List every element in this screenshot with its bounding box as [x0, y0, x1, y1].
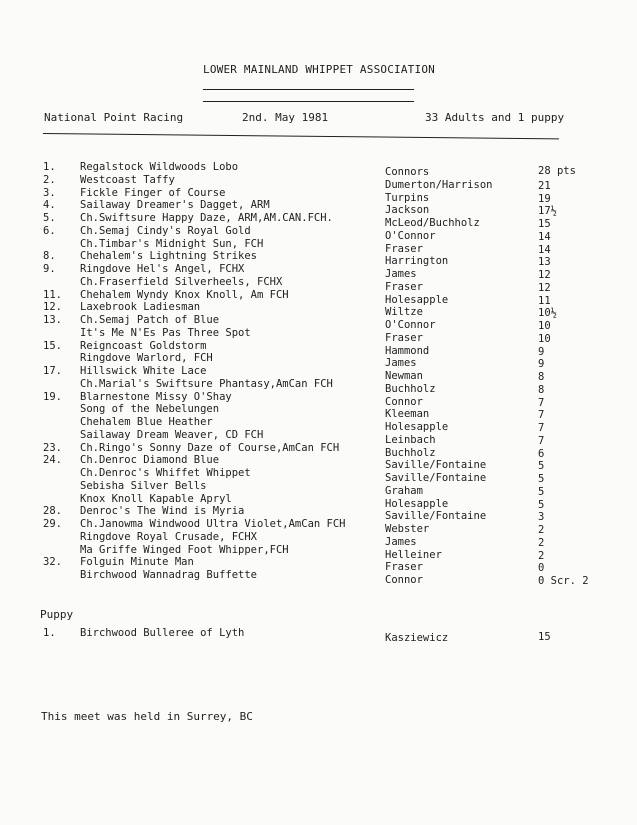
dog-name: Ch.Ringo's Sonny Daze of Course,AmCan FCH [80, 441, 340, 454]
owner-name: Jackson [385, 204, 430, 217]
points-value: 19 [538, 192, 551, 205]
placing: 8. [43, 250, 56, 263]
points-value: 15 [538, 631, 551, 643]
owner-name: Fraser [385, 331, 423, 344]
points-value: 2 [538, 536, 545, 549]
points-value: 3 [538, 511, 545, 524]
dog-name: Ch.Janowma Windwood Ultra Violet,AmCan FCH [80, 518, 346, 530]
owner-name: Hammond [385, 344, 430, 357]
owner-name: O'Connor [385, 319, 436, 331]
points-value: 9 [538, 358, 545, 371]
points-value: 8 [538, 383, 545, 396]
dog-name: Birchwood Wannadrag Buffette [80, 569, 258, 581]
owner-name: Fraser [385, 242, 423, 255]
dog-name: Song of the Nebelungen [80, 403, 220, 416]
owner-name: James [385, 268, 417, 280]
placing: 17. [43, 365, 62, 377]
placing: 24. [43, 454, 62, 467]
placing: 23. [43, 441, 62, 454]
dog-name: Ringdove Hel's Angel, FCHX [80, 263, 245, 275]
owner-name: Kleeman [385, 408, 430, 421]
points-value: 10 [538, 320, 551, 332]
entry-count: 33 Adults and 1 puppy [425, 111, 565, 124]
owner-name: Webster [385, 523, 430, 535]
dog-name: Ch.Denroc Diamond Blue [80, 454, 220, 467]
owner-name: Wiltze [385, 306, 423, 319]
dog-name: Ch.Marial's Swiftsure Phantasy,AmCan FCH [80, 377, 333, 390]
placing: 13. [43, 314, 62, 326]
owner-name: Connor [385, 574, 423, 586]
points-value: 14 [538, 243, 551, 256]
placing: 15. [43, 339, 62, 352]
points-value: 6 [538, 447, 545, 460]
dog-name: Ch.Denroc's Whiffet Whippet [80, 467, 251, 479]
owner-name: James [385, 535, 417, 548]
dog-name: Regalstock Wildwoods Lobo [80, 161, 239, 173]
dog-name: Sebisha Silver Bells [80, 479, 207, 492]
points-value: 10½ [538, 307, 557, 320]
owner-name: Holesapple [385, 293, 449, 306]
placing: 6. [43, 224, 56, 237]
owner-name: Saville/Fontaine [385, 459, 487, 472]
owner-name: Helleiner [385, 548, 442, 561]
owner-name: Newman [385, 370, 423, 382]
dog-name: Chehalem Wyndy Knox Knoll, Am FCH [80, 288, 289, 301]
placing: 12. [43, 301, 62, 314]
dog-name: Fickle Finger of Course [80, 186, 226, 199]
owner-name: Leinbach [385, 433, 436, 446]
dog-name: Chehalem Blue Heather [80, 416, 213, 428]
owner-name: Dumerton/Harrison [385, 178, 493, 191]
owner-name: Graham [385, 484, 423, 497]
dog-name: Knox Knoll Kapable Apryl [80, 492, 232, 505]
association-title: LOWER MAINLAND WHIPPET ASSOCIATION [203, 63, 435, 76]
dog-name: Westcoast Taffy [80, 173, 175, 186]
points-value: 7 [538, 396, 545, 409]
placing: 9. [43, 263, 56, 275]
owner-name: Harrington [385, 255, 449, 268]
owner-name: O'Connor [385, 229, 436, 242]
dog-name: Ch.Swiftsure Happy Daze, ARM,AM.CAN.FCH. [80, 212, 333, 224]
dog-name: Ringdove Royal Crusade, FCHX [80, 530, 258, 543]
owner-name: Connor [385, 395, 423, 408]
points-value: 8 [538, 371, 545, 383]
points-value: 9 [538, 345, 545, 358]
dog-name: Birchwood Bulleree of Lyth [80, 627, 245, 639]
placing: 32. [43, 556, 62, 569]
points-value: 13 [538, 256, 551, 269]
owner-name: Buchholz [385, 382, 436, 395]
points-value: 5 [538, 473, 545, 485]
placing: 1. [43, 161, 56, 173]
points-value: 12 [538, 281, 551, 294]
points-value: 15 [538, 218, 551, 230]
dog-name: Ch.Semaj Patch of Blue [80, 314, 220, 326]
owner-name: Holesapple [385, 421, 449, 433]
owner-name: Saville/Fontaine [385, 472, 487, 484]
dog-name: Sailaway Dreamer's Dagget, ARM [80, 199, 270, 212]
owner-name: Buchholz [385, 446, 436, 459]
dog-name: Ch.Fraserfield Silverheels, FCHX [80, 275, 283, 288]
points-value: 2 [538, 549, 545, 562]
dog-name: It's Me N'Es Pas Three Spot [80, 326, 251, 339]
points-value: 28 pts [538, 165, 576, 177]
points-value: 5 [538, 460, 545, 473]
header-rule [43, 133, 559, 139]
dog-name: Laxebrook Ladiesman [80, 301, 201, 314]
event-name: National Point Racing [44, 111, 184, 124]
placing: 11. [43, 288, 62, 301]
points-value: 12 [538, 269, 551, 281]
owner-name: James [385, 357, 417, 370]
dog-name: Ch.Timbar's Midnight Sun, FCH [80, 237, 264, 250]
points-value: 0 [538, 562, 545, 575]
owner-name: McLeod/Buchholz [385, 217, 480, 229]
owner-name: Turpins [385, 191, 430, 204]
points-value: 10 [538, 332, 551, 345]
placing: 29. [43, 518, 62, 530]
placing: 28. [43, 505, 62, 518]
dog-name: Ringdove Warlord, FCH [80, 352, 213, 365]
owner-name: Fraser [385, 561, 423, 574]
points-value: 7 [538, 434, 545, 447]
points-value: 11 [538, 294, 551, 307]
owner-name: Connors [385, 166, 430, 178]
points-value: 7 [538, 409, 545, 422]
owner-name: Saville/Fontaine [385, 510, 487, 523]
dog-name: Folguin Minute Man [80, 556, 194, 569]
puppy-heading: Puppy [40, 608, 74, 621]
dog-name: Blarnestone Missy O'Shay [80, 390, 232, 403]
dog-name: Chehalem's Lightning Strikes [80, 250, 258, 263]
meet-location-note: This meet was held in Surrey, BC [41, 710, 253, 723]
owner-name: Holesapple [385, 497, 449, 510]
placing: 19. [43, 390, 62, 403]
placing: 4. [43, 199, 56, 212]
points-value: 2 [538, 524, 545, 536]
dog-name: Reigncoast Goldstorm [80, 339, 207, 352]
placing: 5. [43, 212, 56, 224]
points-value: 14 [538, 230, 551, 243]
points-value: 7 [538, 422, 545, 434]
title-underline-1 [203, 89, 414, 90]
dog-name: Hillswick White Lace [80, 365, 207, 377]
owner-name: Fraser [385, 280, 423, 293]
placing: 1. [43, 627, 56, 639]
points-value: 0 Scr. 2 [538, 575, 589, 587]
owner-name: Kasziewicz [385, 632, 449, 644]
dog-name: Ma Griffe Winged Foot Whipper,FCH [80, 543, 289, 556]
dog-name: Sailaway Dream Weaver, CD FCH [80, 428, 264, 441]
points-value: 5 [538, 498, 545, 511]
placing: 3. [43, 186, 56, 199]
points-value: 21 [538, 179, 551, 192]
placing: 2. [43, 173, 56, 186]
title-underline-2 [203, 101, 414, 102]
event-date: 2nd. May 1981 [242, 111, 329, 124]
dog-name: Denroc's The Wind is Myria [80, 505, 245, 518]
points-value: 17½ [538, 205, 557, 218]
points-value: 5 [538, 485, 545, 498]
dog-name: Ch.Semaj Cindy's Royal Gold [80, 224, 251, 237]
